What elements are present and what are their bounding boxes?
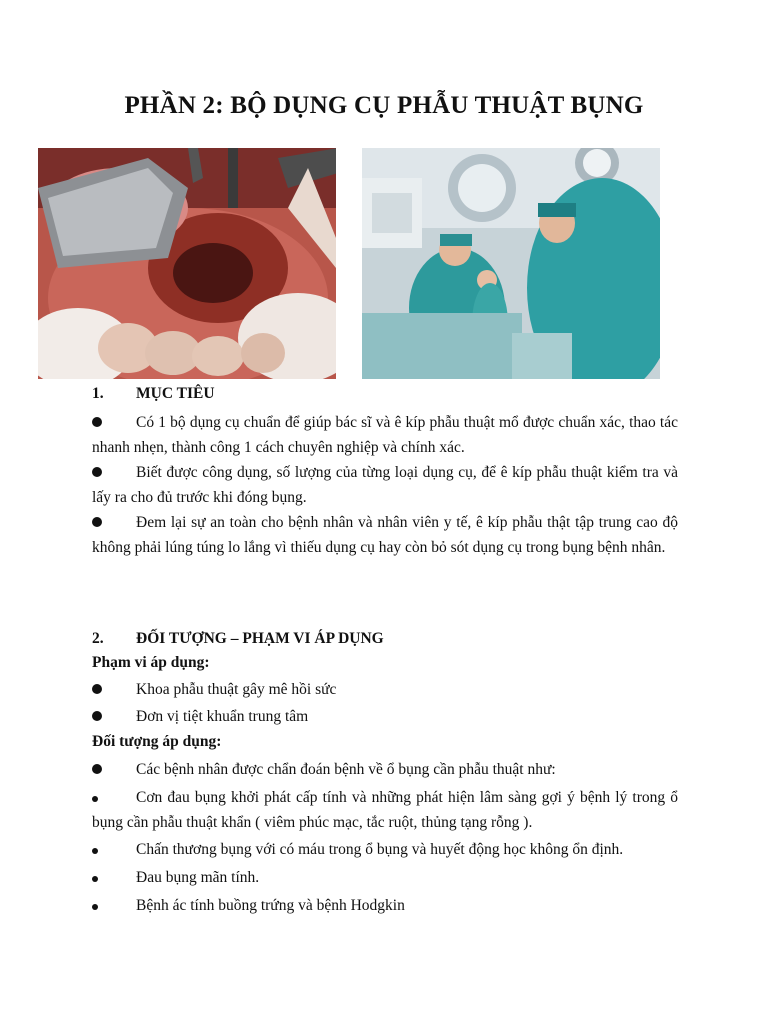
list-item-text: Đơn vị tiệt khuẩn trung tâm [136, 708, 309, 725]
section-1-title: MỤC TIÊU [136, 385, 215, 402]
list-item-text: Bệnh ác tính buồng trứng và bệnh Hodgkin [136, 897, 405, 914]
operating-room-photo [362, 148, 660, 379]
list-item-text: Biết được công dụng, số lượng của từng loại dụng cụ, để ê kíp phẫu thuật kiểm tra và lấy ra cho đủ trước khi đóng bụng. [92, 464, 678, 506]
list-item-text: Đem lại sự an toàn cho bệnh nhân và nhân viên y tế, ê kíp phẫu thật tập trung cao độ không phải lúng túng lo lắng vì thiếu dụng cụ hay còn bỏ sót dụng cụ trong bụng bệnh nhân. [92, 514, 678, 556]
list-item [92, 785, 678, 835]
list-item-text: Khoa phẫu thuật gây mê hồi sức [136, 681, 337, 698]
list-item [92, 893, 678, 918]
list-item [92, 865, 678, 890]
section-2-number: 2. [92, 630, 104, 647]
bullet-icon [92, 410, 102, 435]
bullet-icon [92, 785, 98, 810]
list-item [92, 837, 678, 862]
page-title: PHẦN 2: BỘ DỤNG CỤ PHẪU THUẬT BỤNG [124, 92, 644, 119]
surgery-field-photo [38, 148, 336, 379]
list-item [92, 757, 678, 782]
bullet-icon [92, 837, 98, 862]
list-item [92, 704, 678, 729]
list-item-text: Có 1 bộ dụng cụ chuẩn để giúp bác sĩ và ê kíp phẫu thuật mổ được chuẩn xác, thao tác nhanh nhẹn, thành công 1 cách chuyên nghiệp và chính xác. [92, 414, 678, 456]
section-2-heading [92, 630, 384, 648]
section-1-heading [92, 385, 215, 403]
bullet-icon [92, 510, 102, 535]
bullet-icon [92, 757, 102, 782]
list-item [92, 510, 678, 560]
section-2-title: ĐỐI TƯỢNG – PHẠM VI ÁP DỤNG [136, 630, 384, 647]
bullet-icon [92, 893, 98, 918]
bullet-icon [92, 704, 102, 729]
bullet-icon [92, 460, 102, 485]
list-item [92, 677, 678, 702]
bullet-icon [92, 677, 102, 702]
list-item [92, 410, 678, 460]
list-item-text: Cơn đau bụng khởi phát cấp tính và những phát hiện lâm sàng gợi ý bệnh lý trong ổ bụng cần phẫu thuật khẩn ( viêm phúc mạc, tắc ruột, thủng tạng rỗng ). [92, 789, 678, 831]
list-item-text: Đau bụng mãn tính. [136, 869, 260, 886]
list-item [92, 460, 678, 510]
section-1-number: 1. [92, 385, 104, 402]
scope-label: Phạm vi áp dụng: [92, 654, 210, 671]
subject-label: Đối tượng áp dụng: [92, 733, 222, 750]
list-item-text: Chấn thương bụng với có máu trong ổ bụng và huyết động học không ổn định. [136, 841, 624, 858]
bullet-icon [92, 865, 98, 890]
list-item-text: Các bệnh nhân được chẩn đoán bệnh về ổ bụng cần phẫu thuật như: [136, 761, 556, 778]
